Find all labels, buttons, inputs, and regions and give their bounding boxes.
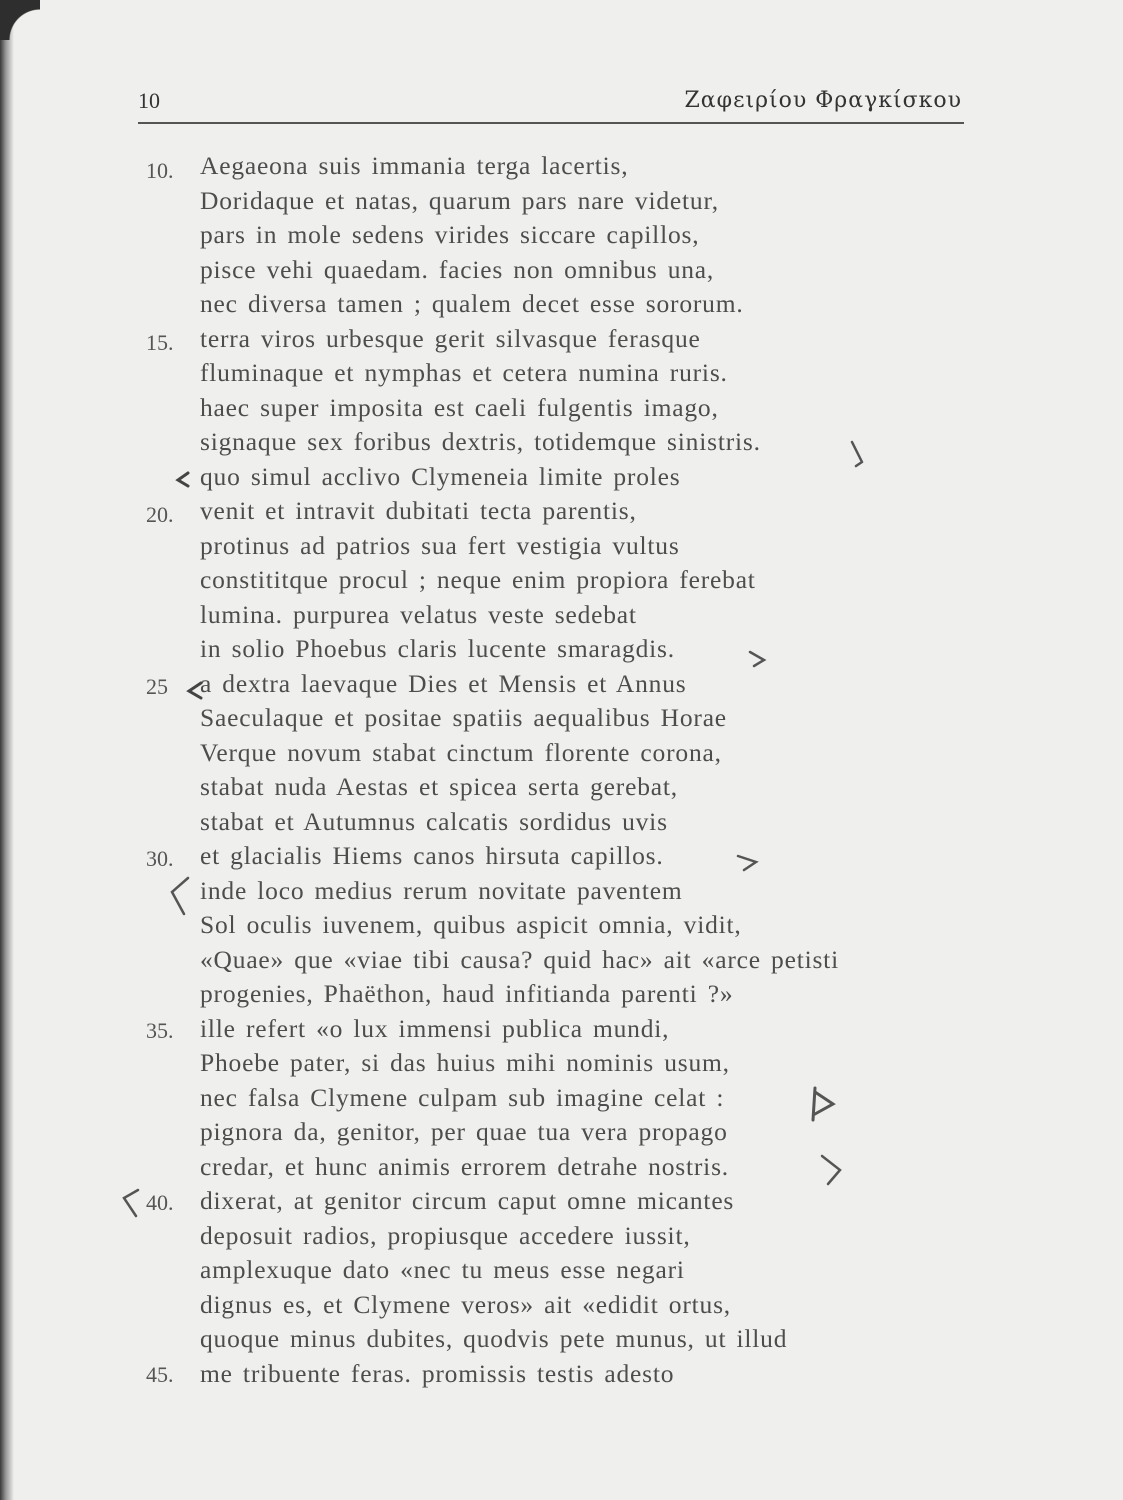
verse-line: pisce vehi quaedam. facies non omnibus una, (200, 255, 715, 284)
verse-line: protinus ad patrios sua fert vestigia vultus (200, 531, 680, 560)
line-number: 45. (146, 1362, 174, 1387)
verse-line: stabat et Autumnus calcatis sordidus uvis (200, 807, 668, 836)
line-number: 40. (146, 1190, 174, 1215)
verse-line: deposuit radios, propiusque accedere iussit, (200, 1221, 691, 1250)
line-number: 25 (146, 674, 168, 699)
verse-line: a dextra laevaque Dies et Mensis et Annus (200, 669, 687, 698)
pencil-open-bracket-icon (118, 1186, 144, 1222)
line-number: 20. (146, 502, 174, 527)
page-number: 10 (138, 88, 160, 113)
verse-line: haec super imposita est caeli fulgentis imago, (200, 393, 719, 422)
pencil-close-bracket-icon (734, 848, 762, 874)
page-edge-shadow (0, 0, 14, 1500)
pencil-open-bracket-icon (185, 680, 205, 702)
verse-line: pars in mole sedens virides siccare capillos, (200, 220, 700, 249)
verse-line: pignora da, genitor, per quae tua vera propago (200, 1117, 728, 1146)
line-number: 10. (146, 158, 174, 183)
verse-line: credar, et hunc animis errorem detrahe nostris. (200, 1152, 729, 1181)
verse-line: ille refert «o lux immensi publica mundi, (200, 1014, 670, 1043)
verse-line: Doridaque et natas, quarum pars nare videtur, (200, 186, 719, 215)
line-number: 35. (146, 1018, 174, 1043)
page-corner (0, 0, 40, 40)
verse-line: Sol oculis iuvenem, quibus aspicit omnia, vidit, (200, 910, 742, 939)
verse-line: «Quae» que «viae tibi causa? quid hac» ait «arce petisti (200, 945, 839, 974)
verse-line: Aegaeona suis immania terga lacertis, (200, 151, 629, 180)
verse-line: nec diversa tamen ; qualem decet esse sororum. (200, 289, 744, 318)
pencil-close-bracket-icon (816, 1150, 848, 1190)
line-number: 15. (146, 330, 174, 355)
running-head: Ζαφειρίου Φραγκίσκου (684, 88, 962, 113)
pencil-close-bracket-icon (848, 440, 868, 468)
verse-line: terra viros urbesque gerit silvasque ferasque (200, 324, 701, 353)
verse-line: me tribuente feras. promissis testis adesto (200, 1359, 675, 1388)
verse-line: Verque novum stabat cinctum florente corona, (200, 738, 722, 767)
verse-line: et glacialis Hiems canos hirsuta capillos. (200, 841, 664, 870)
verse-line: Saeculaque et positae spatiis aequalibus Horae (200, 703, 727, 732)
pencil-delta-mark-icon (805, 1084, 839, 1124)
verse-line: in solio Phoebus claris lucente smaragdis. (200, 634, 675, 663)
line-number: 30. (146, 846, 174, 871)
pencil-open-bracket-icon (164, 874, 194, 918)
pencil-close-bracket-icon (746, 646, 770, 670)
pencil-open-bracket-icon (174, 470, 192, 490)
verse-line: lumina. purpurea velatus veste sedebat (200, 600, 637, 629)
verse-line: fluminaque et nymphas et cetera numina ruris. (200, 358, 728, 387)
page-header (138, 82, 964, 124)
verse-line: amplexuque dato «nec tu meus esse negari (200, 1255, 685, 1284)
verse-line: nec falsa Clymene culpam sub imagine celat : (200, 1083, 725, 1112)
verse-line: dixerat, at genitor circum caput omne micantes (200, 1186, 735, 1215)
verse-line: venit et intravit dubitati tecta parentis, (200, 496, 637, 525)
verse-line: Phoebe pater, si das huius mihi nominis usum, (200, 1048, 730, 1077)
verse-line: quoque minus dubites, quodvis pete munus, ut illud (200, 1324, 788, 1353)
verse-line: constititque procul ; neque enim propiora ferebat (200, 565, 756, 594)
verse-line: progenies, Phaëthon, haud infitianda parenti ?» (200, 979, 734, 1008)
verse-line: dignus es, et Clymene veros» ait «edidit ortus, (200, 1290, 731, 1319)
verse-line: stabat nuda Aestas et spicea serta gerebat, (200, 772, 678, 801)
verse-line: signaque sex foribus dextris, totidemque sinistris. (200, 427, 761, 456)
verse-line: quo simul acclivo Clymeneia limite proles (200, 462, 681, 491)
verse-line: inde loco medius rerum novitate paventem (200, 876, 683, 905)
